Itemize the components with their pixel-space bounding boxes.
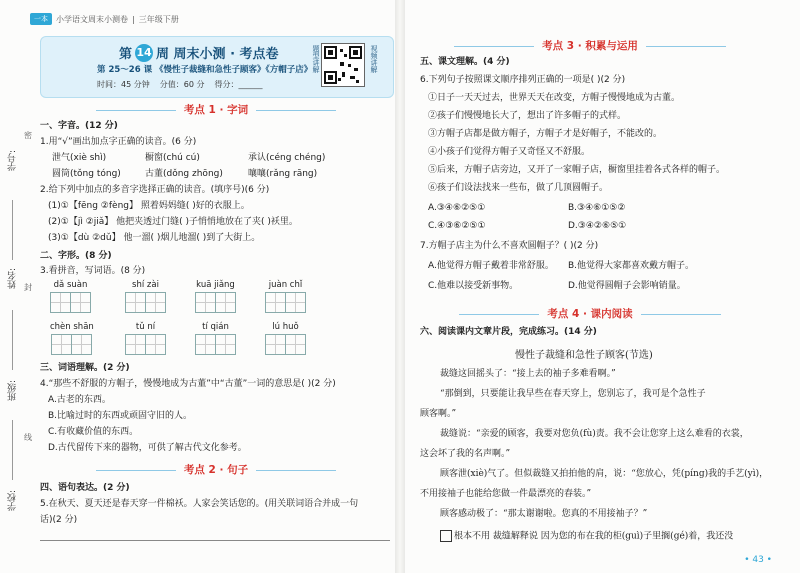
q2-title: 二、字形。(8 分) <box>40 251 112 261</box>
q1-p1: (1)①【fēng ②fèng】 照着妈妈缝( )好的衣服上。 <box>48 201 250 211</box>
pinyin-grid-1[interactable]: dǎ suàn <box>50 280 91 313</box>
section-head-2: 考点 2 · 句子 <box>40 462 392 477</box>
q3-title: 三、词语理解。(2 分) <box>40 363 130 373</box>
q5-o6: ⑥孩子们设法找来一些布，做了几顶圆帽子。 <box>428 183 609 193</box>
section-head-1: 考点 1 · 字词 <box>40 102 392 117</box>
qr-code-icon[interactable] <box>321 43 365 87</box>
q5-o3: ③方帽子店都是做方帽子，方帽子才是好帽子，不能改的。 <box>428 129 663 139</box>
q5-option-d[interactable]: D.③④②⑥⑤① <box>568 221 627 231</box>
section-head-3: 考点 3 · 积累与运用 <box>410 38 770 53</box>
q5-option-b[interactable]: B.③④⑥①⑤② <box>568 203 626 213</box>
q1-r1-a: 泄气(xiè shì) <box>52 153 107 163</box>
q5-o2: ②孩子们慢慢地长大了，想出了许多帽子的式样。 <box>428 111 627 121</box>
q5-o1: ①日子一天天过去，世界天天在改变，方帽子慢慢地成为古董。 <box>428 93 681 103</box>
binding-margin <box>0 40 30 570</box>
qr-left-label: 题型讲解 <box>312 45 320 73</box>
name-line <box>12 200 13 260</box>
passage-line-4: 裁缝说：“亲爱的顾客，我要对您负(fù)责。我不会让您穿上这么难看的衣裳， <box>440 429 749 439</box>
pinyin-grid-4[interactable]: juàn chǐ <box>265 280 306 313</box>
q5-o4: ④小孩子们觉得方帽子又奇怪又不舒服。 <box>428 147 591 157</box>
pinyin-grid-5[interactable]: chèn shān <box>50 322 94 355</box>
name-label: 姓名: <box>8 268 18 290</box>
pinyin-grid-7[interactable]: tí qián <box>195 322 236 355</box>
passage-line-1: 裁缝这回摇头了：“接上去的袖子多难看啊。” <box>440 369 616 379</box>
school-label: 学校: <box>8 490 18 512</box>
q4-answer-line[interactable] <box>40 540 390 541</box>
q3-option-b[interactable]: B.比喻过时的东西或顽固守旧的人。 <box>48 411 193 421</box>
q6-title: 六、阅读课内文章片段，完成练习。(14 分) <box>420 327 597 337</box>
seal-mark-3: 线 <box>24 433 32 442</box>
pinyin-grid-3[interactable]: kuā jiǎng <box>195 280 236 313</box>
class-line <box>12 310 13 370</box>
series-name: 小学语文周末小测卷 <box>56 14 128 24</box>
score-info: 分值：60 分 <box>159 80 205 89</box>
passage-line-8: 顾客感动极了：“那太谢谢啦。您真的不用接袖子？” <box>440 509 648 519</box>
q5-option-a[interactable]: A.③④⑥②⑤① <box>428 203 486 213</box>
q5-o5: ⑤后来，方帽子店旁边，又开了一家帽子店，橱窗里挂着各式各样的帽子。 <box>428 165 726 175</box>
pinyin-grid-2[interactable]: shí zài <box>125 280 166 313</box>
passage-title: 慢性子裁缝和急性子顾客(节选) <box>515 350 653 361</box>
series-badge: 一本 <box>30 13 52 25</box>
passage-line-9: 根本不用 裁缝解释说 因为您的布在我的柜(guì)子里搁(gé)着，我还没 <box>440 530 733 543</box>
q4-title: 四、语句表达。(2 分) <box>40 483 130 493</box>
passage-line-6: 顾客泄(xiè)气了。但似裁缝又拍拍他的肩，说：“您放心，凭(píng)我的手艺(yì)， <box>440 469 769 479</box>
page-number: • 43 • <box>744 555 772 565</box>
q3-option-d[interactable]: D.古代留传下来的器物，可供了解古代文化参考。 <box>48 443 247 453</box>
pinyin-grid-6[interactable]: tǔ ní <box>125 322 166 355</box>
series-header: 一本 小学语文周末小测卷 | 三年级下册 <box>30 12 179 26</box>
grade-label: 三年级下册 <box>138 14 179 24</box>
q7-option-b[interactable]: B.他觉得大家都喜欢戴方帽子。 <box>568 261 695 271</box>
q1-r2-c: 嚷嚷(rǎng rāng) <box>248 169 318 179</box>
passage-line-2: “那倒到，只要能让我早些在春天穿上，您别忘了，我可是个急性子 <box>440 389 706 399</box>
q1-sub2: 2.给下列中加点的多音字选择正确的读音。(填序号)(6 分) <box>40 185 270 195</box>
punct-box-1[interactable] <box>440 530 452 542</box>
quiz-banner <box>40 36 394 98</box>
week-number: 14 <box>135 44 153 62</box>
qr-right-label: 视频讲解 <box>370 45 378 73</box>
q7-stem: 7.方帽子店主为什么不喜欢圆帽子？( )(2 分) <box>420 241 599 251</box>
q1-r2-a: 圆筒(tǒng tóng) <box>52 169 121 179</box>
q1-r1-b: 橱窗(chú cú) <box>145 153 200 163</box>
q3-option-c[interactable]: C.有收藏价值的东西。 <box>48 427 139 437</box>
q7-option-a[interactable]: A.他觉得方帽子戴着非常舒服。 <box>428 261 554 271</box>
q5-stem: 6.下列句子按照课文顺序排列正确的一项是( )(2 分) <box>420 75 626 85</box>
passage-line-3: 顾客啊。” <box>420 409 457 419</box>
seal-mark-2: 封 <box>24 283 32 292</box>
got-info: 得分：______ <box>214 80 263 89</box>
passage-line-5: 这会坏了我的名声啊。” <box>420 449 511 459</box>
id-label: 学号: <box>8 150 18 172</box>
q7-option-c[interactable]: C.他难以接受新事物。 <box>428 281 519 291</box>
quiz-title: 第 14 周 周末小测 · 考点卷 <box>119 45 279 62</box>
q2-sub: 3.看拼音，写词语。(8 分) <box>40 266 146 276</box>
q4-stem-2: 话)(2 分) <box>40 515 78 525</box>
q1-title: 一、字音。(12 分) <box>40 121 118 131</box>
q3-stem: 4.“那些不舒服的方帽子，慢慢地成为古董”中“古董”一词的意思是( )(2 分) <box>40 379 336 389</box>
class-label: 班级: <box>8 380 18 402</box>
q1-sub1: 1.用“√”画出加点字正确的读音。(6 分) <box>40 137 197 147</box>
q5-title: 五、课文理解。(4 分) <box>420 57 510 67</box>
q1-p3: (3)①【dù ②dǔ】 他一溜( )烟儿地溜( )到了大街上。 <box>48 233 261 243</box>
quiz-subtitle: 第 25～26 课 《慢性子裁缝和急性子顾客》《方帽子店》 <box>97 65 313 75</box>
quiz-info <box>97 79 262 90</box>
q4-stem-1: 5.在秋天、夏天还是春天穿一件棉袄。人家会笑话您的。(用关联词语合并成一句 <box>40 499 359 509</box>
passage-line-7: 不用接袖子也能给您做一件最漂亮的春装。” <box>420 489 592 499</box>
school-line <box>12 420 13 480</box>
book-spine <box>395 0 405 573</box>
q3-option-a[interactable]: A.古老的东西。 <box>48 395 111 405</box>
pinyin-grid-8[interactable]: lú huǒ <box>265 322 306 355</box>
seal-mark-1: 密 <box>24 131 32 140</box>
q1-p2: (2)①【jì ②jiǎ】 他把夹透过门缝( )子悄悄地放在了夹( )袄里。 <box>48 217 298 227</box>
q1-r1-c: 承认(céng chéng) <box>248 153 326 163</box>
q1-r2-b: 古董(dǒng zhōng) <box>145 169 223 179</box>
time-info: 时间：45 分钟 <box>97 80 150 89</box>
q5-option-c[interactable]: C.④③⑥②⑤① <box>428 221 486 231</box>
q7-option-d[interactable]: D.他觉得圆帽子会影响销量。 <box>568 281 686 291</box>
section-head-4: 考点 4 · 课内阅读 <box>410 306 770 321</box>
